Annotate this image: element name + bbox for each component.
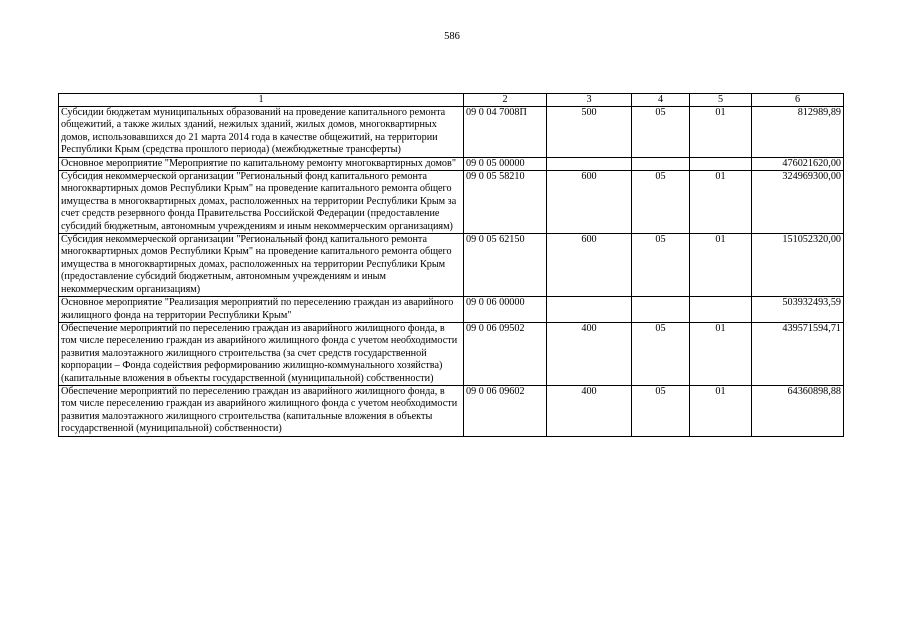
row-target-code: 09 0 05 62150 — [464, 234, 547, 297]
row-amount: 151052320,00 — [752, 234, 844, 297]
row-name: Субсидия некоммерческой организации "Региональный фонд капитального ремонта многоквартирных домов Республики Крым" на проведение капитального ремонта общего имущества в многоквартирных домах, расположенных на территории Республики Крым (предоставление субсидий бюджетным, автономным учреждениям и иным некоммерческим организациям) — [59, 234, 464, 297]
row-expense-type: 600 — [547, 234, 632, 297]
row-section — [632, 297, 690, 323]
row-amount: 476021620,00 — [752, 157, 844, 170]
row-target-code: 09 0 06 09602 — [464, 385, 547, 436]
row-amount: 324969300,00 — [752, 171, 844, 234]
column-header-1: 1 — [59, 94, 464, 107]
row-subsection: 01 — [690, 171, 752, 234]
page-number: 586 — [444, 31, 460, 42]
row-section — [632, 157, 690, 170]
row-target-code: 09 0 06 00000 — [464, 297, 547, 323]
row-name: Обеспечение мероприятий по переселению граждан из аварийного жилищного фонда, в том числе переселению граждан из аварийного жилищного фонда с учетом необходимости развития малоэтажного жилищного строительства (капитальные вложения в объекты государственной (муниципальной) собственности) — [59, 385, 464, 436]
row-expense-type: 600 — [547, 171, 632, 234]
row-amount: 64360898,88 — [752, 385, 844, 436]
row-name: Субсидии бюджетам муниципальных образований на проведение капитального ремонта общежитий, а также жилых зданий, нежилых зданий, жилых домов, многоквартирных домов, использовавшихся до 21 марта 2014 года в качестве общежитий, на территории Республики Крым (средства прошлого периода) (межбюджетные трансферты) — [59, 107, 464, 158]
row-section: 05 — [632, 322, 690, 385]
row-expense-type — [547, 157, 632, 170]
table-row — [59, 234, 844, 297]
row-section: 05 — [632, 171, 690, 234]
table-header-row — [59, 94, 844, 107]
row-subsection: 01 — [690, 322, 752, 385]
row-expense-type — [547, 297, 632, 323]
table-row — [59, 297, 844, 323]
budget-table — [58, 93, 844, 437]
row-name: Основное мероприятие "Реализация мероприятий по переселению граждан из аварийного жилищного фонда на территории Республики Крым" — [59, 297, 464, 323]
column-header-4: 4 — [632, 94, 690, 107]
row-expense-type: 400 — [547, 322, 632, 385]
row-target-code: 09 0 04 7008П — [464, 107, 547, 158]
row-section: 05 — [632, 107, 690, 158]
column-header-6: 6 — [752, 94, 844, 107]
row-section: 05 — [632, 234, 690, 297]
table-row — [59, 322, 844, 385]
column-header-3: 3 — [547, 94, 632, 107]
row-expense-type: 500 — [547, 107, 632, 158]
row-subsection: 01 — [690, 385, 752, 436]
row-name: Субсидия некоммерческой организации "Региональный фонд капитального ремонта многоквартирных домов Республики Крым" на проведение капитального ремонта общего имущества в многоквартирных домах, расположенных на территории Республики Крым за счет средств резервного фонда Правительства Российской Федерации (предоставление субсидий бюджетным, автономным учреждениям и иным некоммерческим организациям) — [59, 171, 464, 234]
row-subsection — [690, 297, 752, 323]
row-amount: 439571594,71 — [752, 322, 844, 385]
row-expense-type: 400 — [547, 385, 632, 436]
table-row — [59, 385, 844, 436]
row-subsection: 01 — [690, 107, 752, 158]
table-row — [59, 107, 844, 158]
row-name: Основное мероприятие "Мероприятие по капитальному ремонту многоквартирных домов" — [59, 157, 464, 170]
column-header-5: 5 — [690, 94, 752, 107]
row-section: 05 — [632, 385, 690, 436]
table-row — [59, 157, 844, 170]
row-target-code: 09 0 05 58210 — [464, 171, 547, 234]
row-subsection — [690, 157, 752, 170]
column-header-2: 2 — [464, 94, 547, 107]
row-target-code: 09 0 05 00000 — [464, 157, 547, 170]
row-name: Обеспечение мероприятий по переселению граждан из аварийного жилищного фонда, в том числе переселению граждан из аварийного жилищного фонда с учетом необходимости развития малоэтажного жилищного строительства (за счет средств государственной корпорации – Фонда содействия реформированию жилищно-коммунального хозяйства) (капитальные вложения в объекты государственной (муниципальной) собственности) — [59, 322, 464, 385]
row-target-code: 09 0 06 09502 — [464, 322, 547, 385]
row-subsection: 01 — [690, 234, 752, 297]
row-amount: 503932493,59 — [752, 297, 844, 323]
row-amount: 812989,89 — [752, 107, 844, 158]
table-row — [59, 171, 844, 234]
